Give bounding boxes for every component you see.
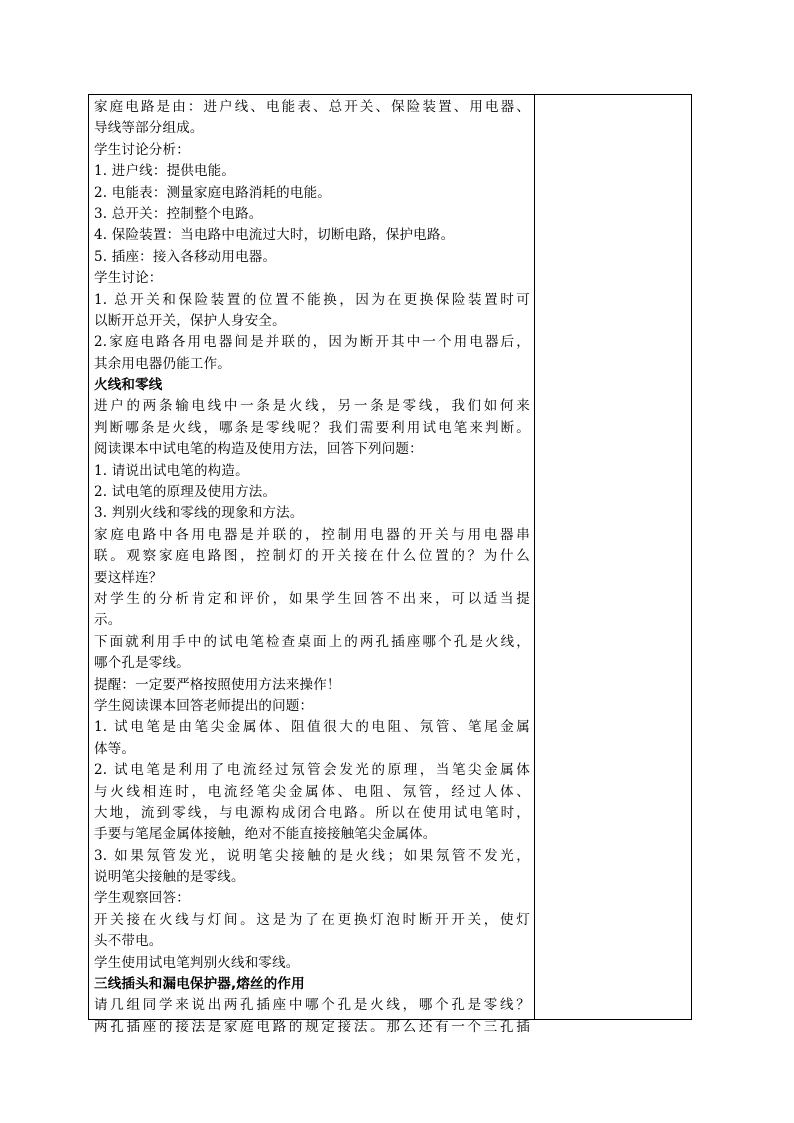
text-line: 1. 进户线：提供电能。: [94, 163, 236, 180]
notes-cell: [535, 95, 691, 1019]
section-heading: 火线和零线: [94, 377, 163, 394]
text-line: 手要与笔尾金属体接触，绝对不能直接接触笔尖金属体。: [94, 826, 437, 843]
text-line: 判断哪条是火线，哪条是零线呢？我们需要利用试电笔来判断。: [94, 419, 530, 436]
text-line: 头不带电。: [94, 933, 163, 950]
text-line: 阅读课本中试电笔的构造及使用方法，回答下列问题：: [94, 441, 423, 458]
text-line: 2. 试电笔是利用了电流经过氖管会发光的原理，当笔尖金属体: [94, 762, 530, 779]
text-line: 两孔插座的接法是家庭电路的规定接法。那么还有一个三孔插: [94, 1018, 530, 1035]
text-line: 2. 试电笔的原理及使用方法。: [94, 484, 277, 501]
text-line: 其余用电器仍能工作。: [94, 355, 231, 372]
text-line: 对学生的分析肯定和评价，如果学生回答不出来，可以适当提: [94, 590, 530, 607]
text-line: 说明笔尖接触的是零线。: [94, 869, 245, 886]
text-line: 学生阅读课本回答老师提出的问题：: [94, 697, 314, 714]
text-line: 学生讨论分析：: [94, 141, 190, 158]
text-line: 3. 如果氖管发光，说明笔尖接触的是火线；如果氖管不发光，: [94, 847, 530, 864]
text-line: 开关接在火线与灯间。这是为了在更换灯泡时断开开关，使灯: [94, 911, 530, 928]
text-line: 3. 判别火线和零线的现象和方法。: [94, 505, 304, 522]
text-line: 学生使用试电笔判别火线和零线。: [94, 954, 300, 971]
text-line: 2. 电能表：测量家庭电路消耗的电能。: [94, 184, 331, 201]
text-line: 5. 插座：接入各移动用电器。: [94, 248, 277, 265]
text-line: 与火线相连时，电流经笔尖金属体、电阻、氖管，经过人体、: [94, 783, 530, 800]
text-line: 进户的两条输电线中一条是火线，另一条是零线，我们如何来: [94, 398, 530, 415]
text-line: 4. 保险装置：当电路中电流过大时，切断电路，保护电路。: [94, 227, 455, 244]
text-line: 以断开总开关，保护人身安全。: [94, 312, 286, 329]
lesson-table: [88, 94, 692, 1035]
text-line: 下面就利用手中的试电笔检查桌面上的两孔插座哪个孔是火线，: [94, 633, 530, 650]
text-line: 请几组同学来说出两孔插座中哪个孔是火线，哪个孔是零线？: [94, 997, 530, 1014]
text-line: 大地，流到零线，与电源构成闭合电路。所以在使用试电笔时，: [94, 804, 530, 821]
text-line: 1. 请说出试电笔的构造。: [94, 462, 249, 479]
text-line: 3. 总开关：控制整个电路。: [94, 205, 263, 222]
text-line: 1. 试电笔是由笔尖金属体、阻值很大的电阻、氖管、笔尾金属: [94, 719, 530, 736]
text-line: 2.家庭电路各用电器间是并联的，因为断开其中一个用电器后，: [94, 334, 530, 351]
text-line: 学生观察回答：: [94, 890, 190, 907]
text-line: 体等。: [94, 740, 136, 757]
text-line: 家庭电路中各用电器是并联的，控制用电器的开关与用电器串: [94, 526, 530, 543]
text-line: 哪个孔是零线。: [94, 655, 190, 672]
section-heading: 三线插头和漏电保护器,熔丝的作用: [94, 976, 305, 993]
text-line: 导线等部分组成。: [94, 120, 204, 137]
content-cell: [89, 95, 535, 1035]
text-line: 1. 总开关和保险装置的位置不能换，因为在更换保险装置时可: [94, 291, 530, 308]
text-line: 学生讨论：: [94, 270, 163, 287]
text-line: 示。: [94, 612, 122, 629]
text-line: 要这样连？: [94, 569, 163, 586]
text-line: 联。观察家庭电路图，控制灯的开关接在什么位置的？为什么: [94, 548, 530, 565]
text-line: 家庭电路是由：进户线、电能表、总开关、保险装置、用电器、: [94, 99, 530, 115]
text-line: 提醒：一定要严格按照使用方法来操作！: [94, 676, 341, 693]
